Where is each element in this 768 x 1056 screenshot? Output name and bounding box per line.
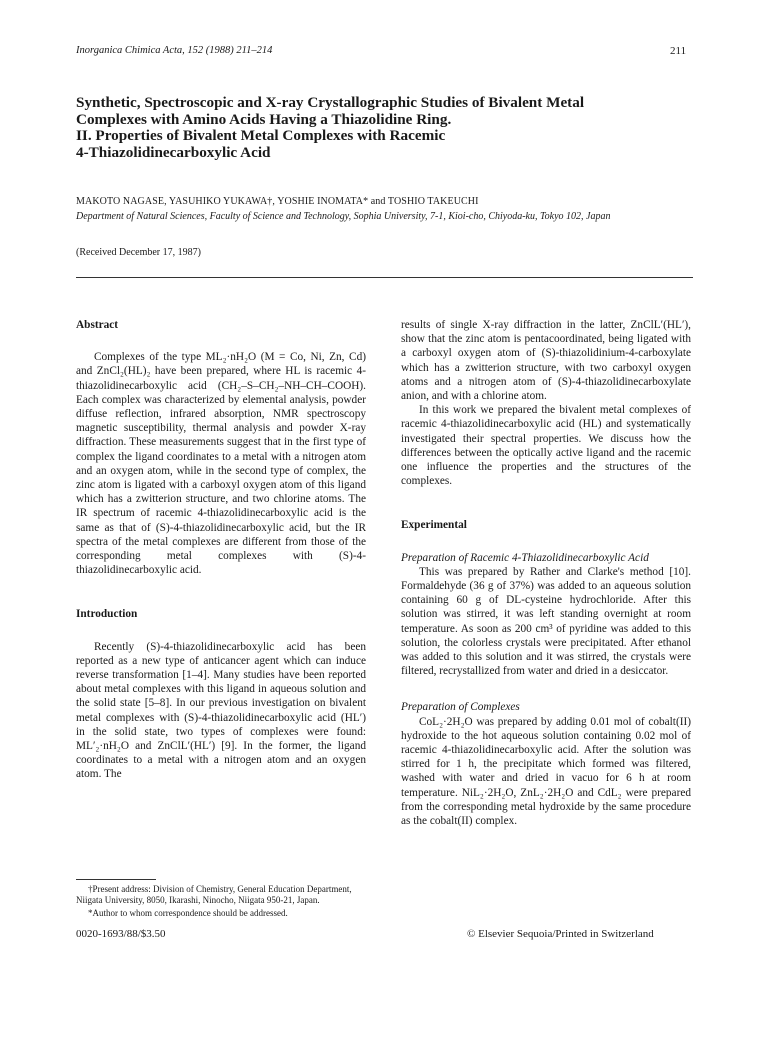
author-list: MAKOTO NAGASE, YASUHIKO YUKAWA†, YOSHIE INOMATA* and TOSHIO TAKEUCHI: [76, 196, 479, 207]
subsection-heading: Preparation of Racemic 4-Thiazolidinecarboxylic Acid: [401, 551, 649, 564]
abstract-text: Complexes of the type ML₂·nH₂O (M = Co, Ni, Zn, Cd) and ZnCl₂(HL)₂ have been prepared, where HL is racemic 4-thiazolidinecarboxylic acid (CH₂–S–CH₂–NH–CH–COOH). Each complex was characterized by elemental analysis, powder diffuse reflection, infrared absorption, NMR spectroscopy magnetic susceptibility, thermal analysis and powder X-ray diffraction. These measurements suggest that in the first type of complex the ligand coordinates to a metal with a nitrogen atom and an oxygen atom, while in the second type of complex, the zinc atom is ligated with a carboxyl oxygen atom of this ligand which has a zwitterion structure, and two chlorine atoms. The IR spectrum of racemic 4-thiazolidinecarboxylic acid is the same as that of (S)-4-thiazolidinecarboxylic acid, but the IR spectra of the metal complexes are different from those of the corresponding metal complexes with (S)-4-thiazolidinecarboxylic acid.: [76, 351, 366, 577]
right-column: [401, 318, 691, 828]
experimental-heading: Experimental: [401, 519, 467, 532]
title-line: 4-Thiazolidinecarboxylic Acid: [76, 143, 271, 161]
title-line: II. Properties of Bivalent Metal Complexes with Racemic: [76, 127, 446, 144]
title-line: Complexes with Amino Acids Having a Thiazolidine Ring.: [76, 110, 452, 128]
publisher-notice: © Elsevier Sequoia/Printed in Switzerland: [467, 928, 654, 940]
title-line: Synthetic, Spectroscopic and X-ray Crystallographic Studies of Bivalent Metal: [76, 94, 585, 111]
paper-title: [76, 95, 696, 161]
page-number: 211: [670, 45, 687, 57]
introduction-text-right: results of single X-ray diffraction in the latter, ZnClL′(HL′), show that the zinc atom is pentacoordinated, being ligated with a carboxyl oxygen atom of (S)-thiazolidinium-4-carboxylate which has a zwitterion structure, with two carboxyl oxygen atoms and a nitrogen atom of (S)-4-thiazolidinecarboxylate anion, and with a chlorine atom.: [401, 319, 691, 403]
left-column: [76, 318, 366, 782]
received-date: (Received December 17, 1987): [76, 247, 201, 258]
subsection-text: This was prepared by Rather and Clarke's method [10]. Formaldehyde (36 g of 37%) was added to an aqueous solution containing 60 g of DL-cysteine hydrochloride. After this solution was stirred, it was left standing overnight at room temperature. As soon as 200 cm³ of pyridine was added to this solution, the colorless crystals were precipitated. After ethanol was added to this solution and it was stirred, the crystals were filtered, recrystallized from water and dried in a desiccator.: [401, 565, 691, 678]
affiliation: Department of Natural Sciences, Faculty of Science and Technology, Sophia University, 7-1, Kioi-cho, Chiyoda-ku, Tokyo 102, Japan: [76, 211, 611, 222]
footnote: *Author to whom correspondence should be addressed.: [88, 908, 288, 918]
footnote: †Present address: Division of Chemistry, General Education Department, Niigata University, 8050, Ikarashi, Ninocho, Niigata 950-21, Japan.: [76, 884, 352, 905]
header-divider: [76, 277, 693, 278]
price-code: 0020-1693/88/$3.50: [76, 928, 166, 940]
introduction-text-right-2: In this work we prepared the bivalent metal complexes of racemic 4-thiazolidinecarboxylic acid (HL) and systematically investigated their spectral properties. We discuss how the differences between the optically active ligand and the racemic one influence the properties and the structures of the complexes.: [401, 404, 691, 488]
introduction-heading: Introduction: [76, 608, 138, 621]
journal-citation: Inorganica Chimica Acta, 152 (1988) 211–214: [76, 45, 273, 56]
subsection-text: CoL₂·2H₂O was prepared by adding 0.01 mol of cobalt(II) hydroxide to the hot aqueous solution containing 0.02 mol of racemic 4-thiazolidinecarboxylic acid. After the solution was stirred for 1 h, the precipitate which formed was filtered, washed with water and dried in vacuo for 6 h at room temperature. NiL₂·2H₂O, ZnL₂·2H₂O and CdL₂ were prepared from the corresponding metal hydroxide by the same procedure as the cobalt(II) complex.: [401, 715, 691, 828]
subsection-heading: Preparation of Complexes: [401, 701, 520, 714]
abstract-heading: Abstract: [76, 319, 119, 331]
introduction-text-left: Recently (S)-4-thiazolidinecarboxylic acid has been reported as a new type of anticancer agent which can induce reverse transformation [1–4]. Many studies have been reported about metal complexes with this ligand in aqueous solution and the solid state [5–8]. In our previous investigation on bivalent metal complexes with (S)-4-thiazolidinecarboxylic acid (HL′) in the solid state, two types of complexes were found: ML′₂·nH₂O and ZnClL′(HL′) [9]. In the former, the ligand coordinates to a metal with a nitrogen atom and an oxygen atom. The: [76, 640, 366, 781]
footnote-divider: [76, 879, 156, 880]
